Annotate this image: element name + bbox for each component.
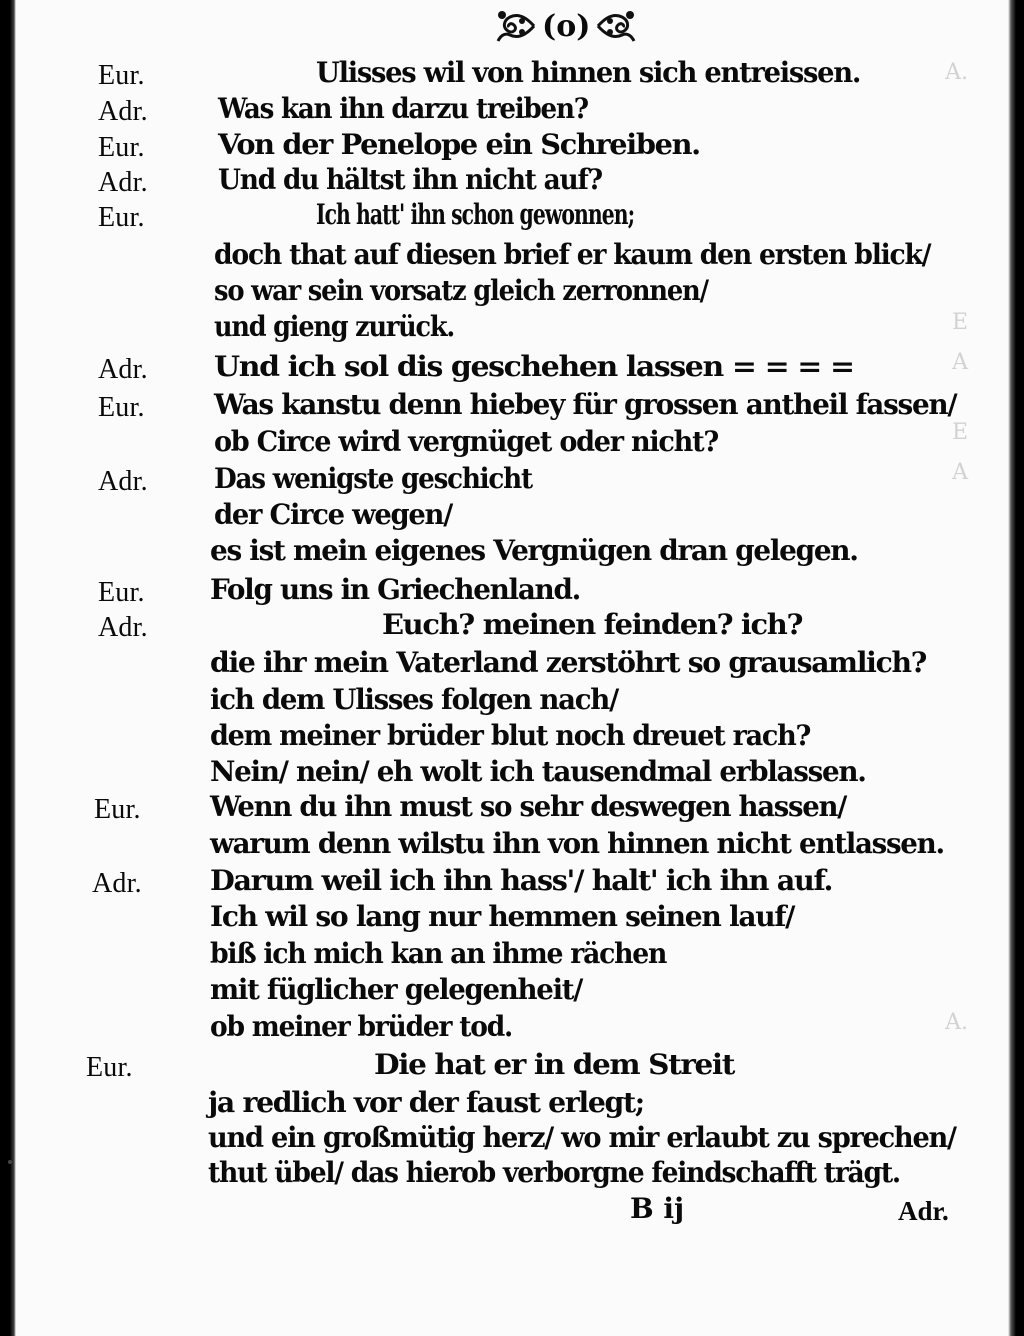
dialogue-line [16, 1048, 1008, 1086]
dialogue-line [16, 534, 1008, 572]
dialogue-line [16, 462, 1008, 500]
verse-text: ja redlich vor der faust erlegt; [208, 1086, 644, 1119]
dialogue-line [16, 864, 1008, 902]
verse-text: dem meiner brüder blut noch dreuet rach? [210, 719, 811, 752]
dialogue-line [16, 755, 1008, 793]
catchword: Adr. [898, 1196, 949, 1226]
dialogue-line [16, 827, 1008, 865]
dialogue-line [16, 1121, 1008, 1159]
verse-text: Ulisses wil von hinnen sich entreissen. [316, 56, 861, 89]
signature-mark: B ij [630, 1192, 685, 1225]
speaker-label: Adr. [98, 354, 148, 385]
dialogue-line [16, 388, 1008, 426]
page-header [496, 4, 636, 48]
verse-text: Und du hältst ihn nicht auf? [218, 163, 602, 196]
verse-text: die ihr mein Vaterland zerstöhrt so grausamlich? [210, 646, 926, 679]
dialogue-line [16, 790, 1008, 828]
verse-text: Nein/ nein/ eh wolt ich tausendmal erblassen. [210, 755, 866, 788]
dialogue-line [16, 198, 1008, 236]
fleuron-right-icon [596, 9, 636, 43]
verse-text: Was kan ihn darzu treiben? [218, 92, 588, 125]
scan-frame-left [0, 0, 16, 1336]
page-footer [16, 1192, 1008, 1230]
speck [8, 1160, 12, 1164]
speaker-label: Eur. [98, 577, 145, 608]
dialogue-line [16, 973, 1008, 1011]
dialogue-line [16, 310, 1008, 348]
speaker-label: Eur. [86, 1052, 133, 1083]
dialogue-line [16, 350, 1008, 388]
verse-text: thut übel/ das hierob verborgne feindschafft trägt. [208, 1156, 900, 1189]
verse-text: Und ich sol dis geschehen lassen = = = = [214, 350, 854, 383]
scan-frame-right [1008, 0, 1024, 1336]
verse-text: Darum weil ich ihn hass'/ halt' ich ihn auf. [210, 864, 833, 897]
dialogue-line [16, 646, 1008, 684]
dialogue-line [16, 163, 1008, 201]
dialogue-line [16, 608, 1008, 646]
verse-text: und ein großmütig herz/ wo mir erlaubt zu sprechen/ [208, 1121, 956, 1154]
speaker-label: Adr. [98, 612, 148, 643]
verse-text: ich dem Ulisses folgen nach/ [210, 683, 618, 716]
verse-text: warum denn wilstu ihn von hinnen nicht entlassen. [210, 827, 944, 860]
show-through-mark: A. [945, 60, 968, 85]
show-through-mark: A [952, 460, 968, 485]
show-through-mark: A [952, 350, 968, 375]
verse-text: so war sein vorsatz gleich zerronnen/ [214, 274, 708, 307]
verse-text: Von der Penelope ein Schreiben. [218, 128, 700, 161]
verse-text: Was kanstu denn hiebey für grossen antheil fassen/ [214, 388, 957, 421]
verse-text: Das wenigste geschicht [214, 462, 532, 495]
book-page [16, 0, 1008, 1336]
dialogue-line [16, 56, 1008, 94]
verse-text: mit füglicher gelegenheit/ [210, 973, 583, 1006]
verse-text: ob meiner brüder tod. [210, 1010, 513, 1043]
verse-text: biß ich mich kan an ihme rächen [210, 937, 667, 970]
speaker-label: Eur. [98, 392, 145, 423]
speaker-label: Adr. [98, 167, 148, 198]
verse-text: Die hat er in dem Streit [374, 1048, 735, 1081]
speaker-label: Adr. [98, 466, 148, 497]
dialogue-line [16, 128, 1008, 166]
dialogue-line [16, 92, 1008, 130]
page-number: (o) [542, 8, 591, 44]
dialogue-line [16, 937, 1008, 975]
verse-text: doch that auf diesen brief er kaum den ersten blick/ [214, 238, 931, 271]
fleuron-left-icon [496, 9, 536, 43]
verse-text: ob Circe wird vergnüget oder nicht? [214, 425, 718, 458]
speaker-label: Eur. [98, 60, 145, 91]
dialogue-line [16, 573, 1008, 611]
dialogue-line [16, 719, 1008, 757]
verse-text: Folg uns in Griechenland. [210, 573, 581, 606]
dialogue-line [16, 238, 1008, 276]
show-through-mark: E [951, 310, 968, 335]
show-through-mark: E [951, 420, 968, 445]
speaker-label: Adr. [98, 96, 148, 127]
verse-text: und gieng zurück. [214, 310, 455, 343]
dialogue-line [16, 425, 1008, 463]
verse-text: Ich hatt' ihn schon gewonnen; [316, 198, 635, 231]
dialogue-line [16, 1010, 1008, 1048]
verse-text: Ich wil so lang nur hemmen seinen lauf/ [210, 900, 795, 933]
dialogue-line [16, 683, 1008, 721]
dialogue-line [16, 274, 1008, 312]
dialogue-line [16, 1086, 1008, 1124]
verse-text: Wenn du ihn must so sehr deswegen hassen/ [210, 790, 846, 823]
dialogue-line [16, 900, 1008, 938]
verse-text: der Circe wegen/ [214, 498, 452, 531]
dialogue-line [16, 1156, 1008, 1194]
speaker-label: Eur. [94, 794, 141, 825]
speaker-label: Eur. [98, 202, 145, 233]
verse-text: es ist mein eigenes Vergnügen dran gelegen. [210, 534, 858, 567]
speaker-label: Adr. [92, 868, 142, 899]
dialogue-line [16, 498, 1008, 536]
show-through-mark: A. [945, 1010, 968, 1035]
speaker-label: Eur. [98, 132, 145, 163]
verse-text: Euch? meinen feinden? ich? [382, 608, 803, 641]
